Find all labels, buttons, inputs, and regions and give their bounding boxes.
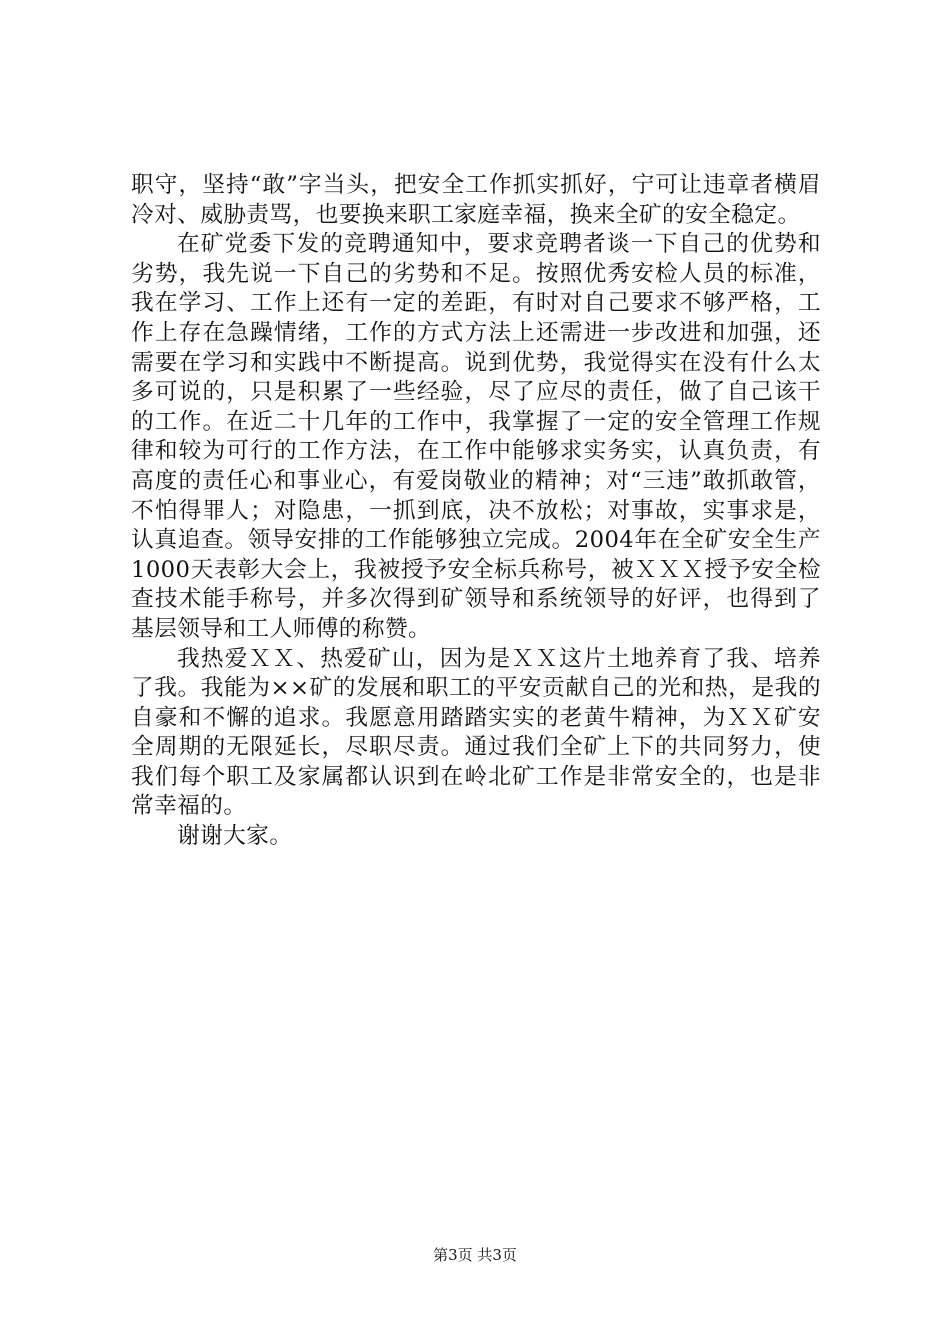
paragraph-continuation: 职守，坚持“敢”字当头，把安全工作抓实抓好，宁可让违章者横眉冷对、威胁责骂，也要换来职工家庭幸福，换来全矿的安全稳定。 xyxy=(131,172,821,228)
paragraph-love-for-mine: 我热爱ＸＸ、热爱矿山，因为是ＸＸ这片土地养育了我、培养了我。我能为××矿的发展和职工的平安贡献自己的光和热，是我的自豪和不懈的追求。我愿意用踏踏实实的老黄牛精神，为ＸＸ矿安全周期的无限延长，尽职尽责。通过我们全矿上下的共同努力，使我们每个职工及家属都认识到在岭北矿工作是非常安全的，也是非常幸福的。 xyxy=(131,645,821,820)
paragraph-strengths-weaknesses: 在矿党委下发的竞聘通知中，要求竞聘者谈一下自己的优势和劣势，我先说一下自己的劣势和不足。按照优秀安检人员的标准，我在学习、工作上还有一定的差距，有时对自己要求不够严格，工作上存在急躁情绪，工作的方式方法上还需进一步改进和加强，还需要在学习和实践中不断提高。说到优势，我觉得实在没有什么太多可说的，只是积累了一些经验，尽了应尽的责任，做了自己该干的工作。在近二十几年的工作中，我掌握了一定的安全管理工作规律和较为可行的工作方法，在工作中能够求实务实，认真负责，有高度的责任心和事业心，有爱岗敬业的精神；对“三违”敢抓敢管，不怕得罪人；对隐患，一抓到底，决不放松；对事故，实事求是，认真追查。领导安排的工作能够独立完成。2004年在全矿安全生产1000天表彰大会上，我被授予安全标兵称号，被ＸＸＸ授予安全检查技术能手称号，并多次得到矿领导和系统领导的好评，也得到了基层领导和工人师傅的称赞。 xyxy=(131,231,821,642)
page-number-footer: 第3页 共3页 xyxy=(433,1246,517,1264)
paragraph-thanks: 谢谢大家。 xyxy=(177,823,293,850)
document-body xyxy=(131,171,821,852)
